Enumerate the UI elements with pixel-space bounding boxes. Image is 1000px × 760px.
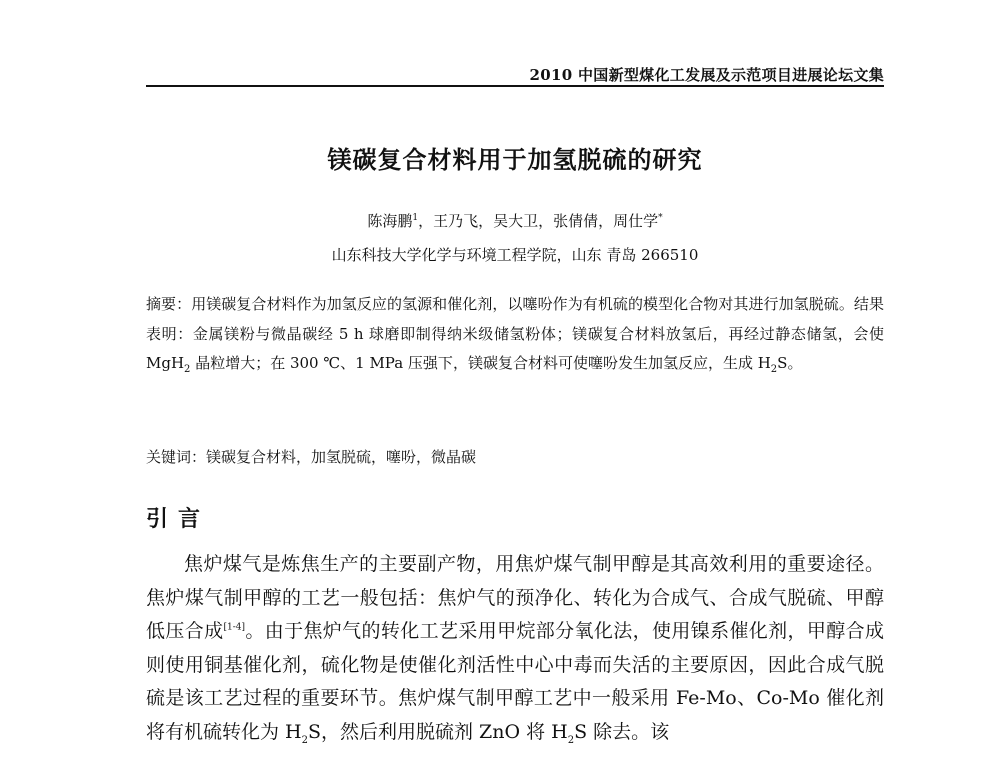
citation-ref: [1-4] (223, 622, 245, 633)
abstract-text-2: 晶粒增大；在 300 ℃、1 MPa 压强下，镁碳复合材料可使噻吩发生加氢反应，生成 H (190, 354, 771, 372)
intro-text-2: 。由于焦炉气的转化工艺采用甲烷部分氧化法，使用镍系催化剂，甲醇合成则使用铜基催化剂，硫化物是使催化剂活性中心中毒而失活的主要原因，因此合成气脱硫是该工艺过程的重要环节。焦炉煤气制甲醇工艺中一般采用 Fe-Mo、Co-Mo 催化剂将有机硫转化为 H (146, 620, 884, 743)
abstract-sub-2: 2 (770, 364, 778, 375)
introduction-paragraph (146, 548, 884, 749)
running-header: 2010 中国新型煤化工发展及示范项目进展论坛文集 (529, 66, 884, 84)
intro-text-4: S 除去。该 (574, 720, 670, 743)
paper-title: 镁碳复合材料用于加氢脱硫的研究 (327, 145, 703, 174)
abstract-text-1: 用镁碳复合材料作为加氢反应的氢源和催化剂，以噻吩作为有机硫的模型化合物对其进行加氢脱硫。结果表明：金属镁粉与微晶碳经 5 h 球磨即制得纳米级储氢粉体；镁碳复合材料放氢后，再经过静态储氢，会使 MgH (146, 295, 884, 372)
abstract (146, 290, 884, 379)
keywords-label: 关键词： (146, 448, 207, 466)
section-heading-introduction: 引言 (146, 506, 211, 532)
affiliation-marker: 1 (412, 213, 419, 223)
header-rule (146, 85, 884, 87)
author-separator: ， (418, 212, 434, 230)
keywords (146, 446, 884, 467)
intro-text-1: 焦炉煤气是炼焦生产的主要副产物，用焦炉煤气制甲醇是其高效利用的重要途径。焦炉煤气制甲醇的工艺一般包括：焦炉气的预净化、转化为合成气、合成气脱硫、甲醇低压合成 (146, 553, 884, 642)
intro-sub-2: 2 (567, 734, 575, 746)
abstract-text-3: S。 (777, 354, 803, 372)
author-rest: 王乃飞，吴大卫，张倩倩，周仕学 (433, 212, 659, 230)
author-first: 陈海鹏 (367, 212, 413, 230)
abstract-label: 摘要： (146, 295, 192, 313)
author-list (146, 210, 884, 231)
affiliation: 山东科技大学化学与环境工程学院，山东 青岛 266510 (331, 246, 699, 264)
intro-text-3: S，然后利用脱硫剂 ZnO 将 H (307, 720, 568, 743)
intro-sub-1: 2 (301, 734, 308, 746)
keywords-text: 镁碳复合材料，加氢脱硫，噻吩，微晶碳 (206, 448, 477, 466)
corresponding-author-marker: * (658, 213, 663, 223)
abstract-sub-1: 2 (184, 364, 191, 375)
